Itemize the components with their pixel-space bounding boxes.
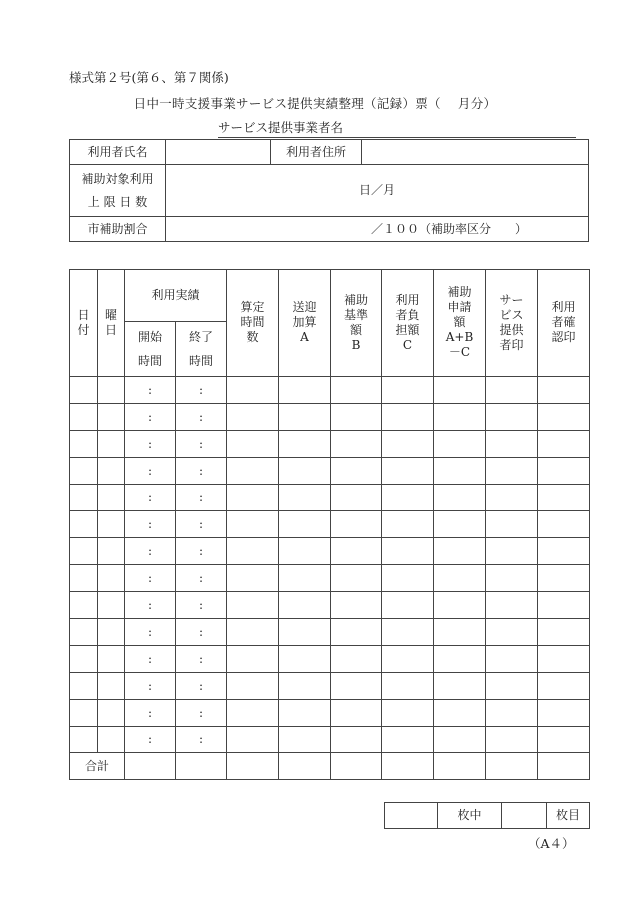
record-cell[interactable]	[382, 538, 434, 565]
record-cell[interactable]	[70, 430, 98, 457]
record-row	[70, 430, 590, 457]
record-row	[70, 377, 590, 404]
total-cell[interactable]	[538, 753, 590, 780]
header-calc-hours: 算定 時間 数	[227, 270, 279, 377]
record-cell[interactable]	[331, 538, 382, 565]
record-row	[70, 511, 590, 538]
record-cell[interactable]	[382, 484, 434, 511]
record-cell[interactable]	[227, 619, 279, 646]
total-cell[interactable]	[176, 753, 227, 780]
record-cell[interactable]	[486, 403, 538, 430]
end-time-cell[interactable]: :	[176, 726, 227, 753]
record-cell[interactable]	[279, 592, 331, 619]
end-time-cell[interactable]: :	[176, 403, 227, 430]
start-time-cell[interactable]: :	[125, 699, 176, 726]
record-cell[interactable]	[98, 538, 125, 565]
record-cell[interactable]	[382, 511, 434, 538]
record-cell[interactable]	[98, 645, 125, 672]
record-cell[interactable]	[331, 592, 382, 619]
record-cell[interactable]	[538, 645, 590, 672]
record-cell[interactable]	[486, 565, 538, 592]
header-transport-add: 送迎 加算 A	[279, 270, 331, 377]
total-cell[interactable]	[331, 753, 382, 780]
record-cell[interactable]	[227, 565, 279, 592]
total-cell[interactable]	[279, 753, 331, 780]
page-counter	[384, 802, 590, 829]
record-cell[interactable]	[70, 619, 98, 646]
record-cell[interactable]	[331, 726, 382, 753]
record-cell[interactable]	[70, 511, 98, 538]
record-row	[70, 645, 590, 672]
record-cell[interactable]	[434, 645, 486, 672]
start-time-cell[interactable]: :	[125, 619, 176, 646]
start-time-cell[interactable]: :	[125, 565, 176, 592]
record-cell[interactable]	[70, 592, 98, 619]
record-cell[interactable]	[486, 699, 538, 726]
record-cell[interactable]	[538, 484, 590, 511]
record-cell[interactable]	[227, 645, 279, 672]
record-cell[interactable]	[279, 457, 331, 484]
record-cell[interactable]	[98, 699, 125, 726]
record-cell[interactable]	[486, 430, 538, 457]
total-pages-field[interactable]	[385, 803, 438, 829]
record-cell[interactable]	[70, 726, 98, 753]
record-cell[interactable]	[279, 403, 331, 430]
header-user-confirm-seal: 利用 者確 認印	[538, 270, 590, 377]
record-cell[interactable]	[227, 403, 279, 430]
record-cell[interactable]	[486, 619, 538, 646]
record-cell[interactable]	[434, 403, 486, 430]
end-time-cell[interactable]: :	[176, 538, 227, 565]
user-info-table	[69, 139, 589, 242]
header-subsidy-request: 補助 申請 額 A+B －C	[434, 270, 486, 377]
total-cell[interactable]	[227, 753, 279, 780]
record-cell[interactable]	[279, 619, 331, 646]
record-cell[interactable]	[331, 699, 382, 726]
record-cell[interactable]	[331, 484, 382, 511]
end-time-cell[interactable]: :	[176, 645, 227, 672]
record-cell[interactable]	[538, 619, 590, 646]
record-cell[interactable]	[538, 592, 590, 619]
record-cell[interactable]	[98, 511, 125, 538]
start-time-cell[interactable]: :	[125, 457, 176, 484]
record-cell[interactable]	[538, 403, 590, 430]
record-cell[interactable]	[331, 619, 382, 646]
record-cell[interactable]	[227, 672, 279, 699]
header-subsidy-base: 補助 基準 額 B	[331, 270, 382, 377]
record-cell[interactable]	[538, 672, 590, 699]
record-cell[interactable]	[538, 726, 590, 753]
record-cell[interactable]	[70, 457, 98, 484]
record-cell[interactable]	[70, 699, 98, 726]
record-cell[interactable]	[382, 645, 434, 672]
start-time-cell[interactable]: :	[125, 511, 176, 538]
record-cell[interactable]	[538, 430, 590, 457]
start-time-cell[interactable]: :	[125, 403, 176, 430]
record-cell[interactable]	[434, 672, 486, 699]
record-row	[70, 592, 590, 619]
record-cell[interactable]	[70, 565, 98, 592]
record-row	[70, 403, 590, 430]
start-time-cell[interactable]: :	[125, 377, 176, 404]
record-cell[interactable]	[70, 538, 98, 565]
header-user-burden: 利用 者負 担額 C	[382, 270, 434, 377]
record-cell[interactable]	[279, 377, 331, 404]
record-cell[interactable]	[98, 457, 125, 484]
record-cell[interactable]	[434, 592, 486, 619]
start-time-cell[interactable]: :	[125, 726, 176, 753]
record-cell[interactable]	[279, 538, 331, 565]
record-cell[interactable]	[486, 511, 538, 538]
header-end-time: 終了 時間	[176, 322, 227, 377]
form-title: 日中一時支援事業サービス提供実績整理（記録）票（ 月分）	[133, 96, 497, 111]
record-cell[interactable]	[98, 565, 125, 592]
subsidy-ratio-value[interactable]: ／１００（補助率区分 ）	[166, 217, 589, 242]
record-cell[interactable]	[227, 457, 279, 484]
header-provider-seal: サー ビス 提供 者印	[486, 270, 538, 377]
record-rows	[70, 377, 590, 753]
record-cell[interactable]	[279, 511, 331, 538]
record-cell[interactable]	[279, 699, 331, 726]
record-cell[interactable]	[227, 726, 279, 753]
record-cell[interactable]	[382, 565, 434, 592]
record-cell[interactable]	[486, 457, 538, 484]
end-time-cell[interactable]: :	[176, 592, 227, 619]
record-cell[interactable]	[331, 511, 382, 538]
start-time-cell[interactable]: :	[125, 484, 176, 511]
record-cell[interactable]	[70, 645, 98, 672]
record-cell[interactable]	[227, 538, 279, 565]
end-time-cell[interactable]: :	[176, 565, 227, 592]
record-cell[interactable]	[98, 403, 125, 430]
header-usage-record: 利用実績	[125, 270, 227, 322]
record-cell[interactable]	[70, 484, 98, 511]
record-cell[interactable]	[434, 457, 486, 484]
record-cell[interactable]	[434, 619, 486, 646]
start-time-cell[interactable]: :	[125, 430, 176, 457]
record-cell[interactable]	[227, 699, 279, 726]
record-cell[interactable]	[434, 430, 486, 457]
start-time-cell[interactable]: :	[125, 592, 176, 619]
record-cell[interactable]	[382, 403, 434, 430]
total-row	[70, 753, 590, 780]
user-address-field[interactable]	[362, 140, 589, 165]
end-time-cell[interactable]: :	[176, 619, 227, 646]
record-row	[70, 484, 590, 511]
record-cell[interactable]	[331, 377, 382, 404]
user-name-field[interactable]	[166, 140, 271, 165]
record-cell[interactable]	[486, 484, 538, 511]
end-time-cell[interactable]: :	[176, 377, 227, 404]
record-cell[interactable]	[227, 484, 279, 511]
end-time-cell[interactable]: :	[176, 430, 227, 457]
record-cell[interactable]	[279, 672, 331, 699]
record-cell[interactable]	[279, 484, 331, 511]
limit-days-label: 補助対象利用 上 限 日 数	[70, 165, 166, 217]
end-time-cell[interactable]: :	[176, 699, 227, 726]
total-cell[interactable]	[125, 753, 176, 780]
total-cell[interactable]	[434, 753, 486, 780]
header-weekday: 曜 日	[98, 270, 125, 377]
record-cell[interactable]	[331, 565, 382, 592]
record-cell[interactable]	[538, 457, 590, 484]
record-cell[interactable]	[538, 565, 590, 592]
start-time-cell[interactable]: :	[125, 538, 176, 565]
record-cell[interactable]	[434, 511, 486, 538]
record-cell[interactable]	[434, 699, 486, 726]
record-cell[interactable]	[98, 377, 125, 404]
user-name-label: 利用者氏名	[70, 140, 166, 165]
total-cell[interactable]	[486, 753, 538, 780]
record-cell[interactable]	[98, 726, 125, 753]
record-cell[interactable]	[486, 592, 538, 619]
record-cell[interactable]	[331, 403, 382, 430]
record-cell[interactable]	[382, 619, 434, 646]
record-cell[interactable]	[98, 672, 125, 699]
user-address-label: 利用者住所	[271, 140, 362, 165]
record-cell[interactable]	[486, 645, 538, 672]
header-start-time: 開始 時間	[125, 322, 176, 377]
record-cell[interactable]	[434, 538, 486, 565]
record-cell[interactable]	[70, 377, 98, 404]
record-cell[interactable]	[434, 484, 486, 511]
record-cell[interactable]	[486, 672, 538, 699]
record-cell[interactable]	[538, 699, 590, 726]
record-cell[interactable]	[331, 672, 382, 699]
record-row	[70, 565, 590, 592]
record-cell[interactable]	[279, 726, 331, 753]
end-time-cell[interactable]: :	[176, 672, 227, 699]
current-page-suffix: 枚目	[547, 803, 590, 829]
record-cell[interactable]	[98, 484, 125, 511]
record-cell[interactable]	[279, 645, 331, 672]
record-cell[interactable]	[538, 377, 590, 404]
end-time-cell[interactable]: :	[176, 511, 227, 538]
total-cell[interactable]	[382, 753, 434, 780]
record-row	[70, 457, 590, 484]
record-row	[70, 538, 590, 565]
start-time-cell[interactable]: :	[125, 645, 176, 672]
end-time-cell[interactable]: :	[176, 457, 227, 484]
header-date: 日 付	[70, 270, 98, 377]
record-cell[interactable]	[279, 565, 331, 592]
record-cell[interactable]	[382, 672, 434, 699]
record-cell[interactable]	[98, 619, 125, 646]
total-pages-suffix: 枚中	[438, 803, 502, 829]
paper-size-label: （A４）	[528, 836, 575, 851]
record-cell[interactable]	[227, 511, 279, 538]
record-row	[70, 672, 590, 699]
service-record-table	[69, 269, 590, 780]
subsidy-ratio-label: 市補助割合	[70, 217, 166, 242]
record-cell[interactable]	[382, 430, 434, 457]
record-row	[70, 619, 590, 646]
provider-name-label: サービス提供事業者名	[218, 120, 344, 135]
record-cell[interactable]	[227, 592, 279, 619]
record-cell[interactable]	[382, 699, 434, 726]
record-row	[70, 699, 590, 726]
record-row	[70, 726, 590, 753]
record-cell[interactable]	[331, 430, 382, 457]
record-cell[interactable]	[486, 538, 538, 565]
record-cell[interactable]	[434, 726, 486, 753]
record-cell[interactable]	[331, 645, 382, 672]
record-cell[interactable]	[538, 538, 590, 565]
record-cell[interactable]	[434, 377, 486, 404]
provider-name-field[interactable]	[218, 118, 576, 138]
end-time-cell[interactable]: :	[176, 484, 227, 511]
total-label: 合計	[70, 753, 125, 780]
record-cell[interactable]	[382, 457, 434, 484]
limit-days-value[interactable]: 日／月	[166, 165, 589, 217]
record-cell[interactable]	[98, 430, 125, 457]
record-cell[interactable]	[331, 457, 382, 484]
start-time-cell[interactable]: :	[125, 672, 176, 699]
record-cell[interactable]	[538, 511, 590, 538]
record-cell[interactable]	[227, 430, 279, 457]
record-cell[interactable]	[227, 377, 279, 404]
record-cell[interactable]	[279, 430, 331, 457]
record-cell[interactable]	[98, 592, 125, 619]
record-cell[interactable]	[382, 377, 434, 404]
current-page-field[interactable]	[502, 803, 547, 829]
record-cell[interactable]	[70, 403, 98, 430]
record-cell[interactable]	[382, 592, 434, 619]
form-id: 様式第２号(第６、第７関係)	[69, 70, 229, 85]
record-cell[interactable]	[382, 726, 434, 753]
record-cell[interactable]	[434, 565, 486, 592]
record-cell[interactable]	[486, 726, 538, 753]
record-cell[interactable]	[486, 377, 538, 404]
record-cell[interactable]	[70, 672, 98, 699]
